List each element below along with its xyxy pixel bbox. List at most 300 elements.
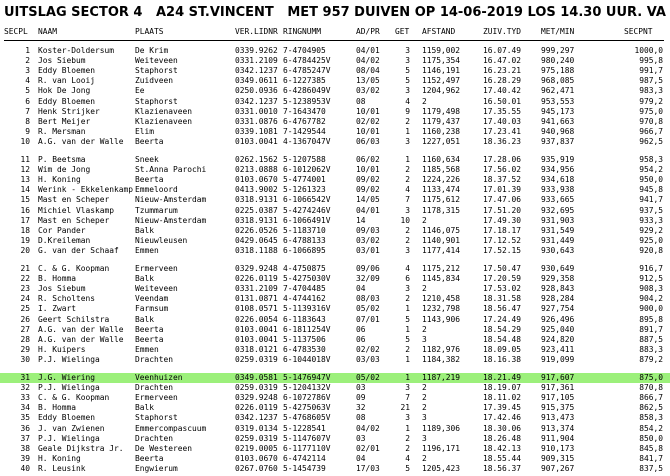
town-cell: Engwierum (135, 463, 178, 473)
arrival-time-cell: 17.53.02 (483, 284, 522, 294)
table-row (0, 97, 670, 107)
count-cell: 5 (405, 66, 410, 76)
place-cell: 35 (20, 413, 30, 423)
speed-cell: 917,105 (541, 393, 575, 403)
count-cell: 2 (405, 165, 410, 175)
town-cell: Weiteveen (135, 284, 178, 294)
distance-cell: 1205,423 (422, 463, 461, 473)
arrival-time-cell: 16.23.21 (483, 66, 522, 76)
arrival-time-cell: 17.28.06 (483, 155, 522, 164)
table-row (0, 107, 670, 117)
distance-cell: 1145,834 (422, 274, 461, 284)
town-cell: Emmercompascuum (135, 423, 207, 433)
town-cell: Drachten (135, 383, 174, 393)
place-cell: 27 (20, 324, 30, 334)
ring-number-cell: 6-4784425V (283, 56, 331, 66)
arrival-time-cell: 17.18.17 (483, 225, 522, 235)
table-row (0, 403, 670, 413)
place-cell: 24 (20, 294, 30, 304)
points-cell: 950,0 (639, 175, 663, 185)
speed-cell: 937,837 (541, 136, 575, 146)
place-cell: 40 (20, 463, 30, 473)
member-number-cell: 0262.1562 (235, 155, 278, 164)
arrival-time-cell: 18.09.05 (483, 344, 522, 354)
entry-cell: 03/03 (356, 354, 380, 364)
speed-cell: 940,968 (541, 126, 575, 136)
points-cell: 966,7 (639, 126, 663, 136)
distance-cell: 1210,458 (422, 294, 461, 304)
town-cell: St.Anna Parochi (135, 165, 207, 175)
column-header: ZUIV.TYD (483, 27, 522, 36)
speed-cell: 926,496 (541, 314, 575, 324)
count-cell: 3 (405, 245, 410, 255)
column-header: SECPL (4, 27, 28, 36)
table-row (0, 195, 670, 205)
ring-number-cell: 7-1429544 (283, 126, 326, 136)
town-cell: Staphorst (135, 413, 178, 423)
member-number-cell: 0342.1237 (235, 413, 278, 423)
table-row (0, 127, 670, 137)
points-cell: 975,0 (639, 106, 663, 116)
speed-cell: 962,471 (541, 86, 575, 96)
ring-number-cell: 6-1072786V (283, 393, 331, 403)
ring-number-cell: 5-1204132V (283, 383, 331, 393)
member-number-cell: 0318.1188 (235, 245, 278, 255)
arrival-time-cell: 18.55.44 (483, 453, 522, 463)
column-header: NAAM (38, 27, 58, 36)
distance-cell: 1187,219 (422, 373, 461, 382)
arrival-time-cell: 18.31.58 (483, 294, 522, 304)
speed-cell: 923,411 (541, 344, 575, 354)
ring-number-cell: 6-4286049V (283, 86, 331, 96)
arrival-time-cell: 17.24.49 (483, 314, 522, 324)
entry-cell: 06/03 (356, 136, 380, 146)
place-cell: 21 (20, 264, 30, 273)
column-header: SECPNT (624, 27, 653, 36)
points-cell: 925,0 (639, 235, 663, 245)
town-cell: Staphorst (135, 66, 178, 76)
points-cell: 904,2 (639, 294, 663, 304)
distance-cell: 1175,212 (422, 264, 461, 273)
table-row (0, 86, 670, 96)
ring-number-cell: 4-1367047V (283, 136, 331, 146)
name-cell: Henk Strijker (38, 106, 100, 116)
distance-cell: 1146,191 (422, 66, 461, 76)
speed-cell: 975,188 (541, 66, 575, 76)
points-cell: 875,0 (639, 373, 663, 382)
points-cell: 862,5 (639, 403, 663, 413)
points-cell: 1000,0 (634, 46, 663, 55)
points-cell: 937,5 (639, 205, 663, 215)
place-cell: 17 (20, 215, 30, 225)
town-cell: Ermerveen (135, 393, 178, 403)
place-cell: 29 (20, 344, 30, 354)
member-number-cell: 0331.2109 (235, 56, 278, 66)
distance-cell: 1178,315 (422, 205, 461, 215)
distance-cell: 2 (422, 383, 427, 393)
ring-number-cell: 6-1066491V (283, 215, 331, 225)
town-cell: Weiteveen (135, 56, 178, 66)
table-row (0, 216, 670, 226)
name-cell: Mast en Scheper (38, 215, 110, 225)
speed-cell: 935,919 (541, 155, 575, 164)
entry-cell: 17/03 (356, 463, 380, 473)
arrival-time-cell: 18.54.29 (483, 324, 522, 334)
member-number-cell: 0342.1237 (235, 66, 278, 76)
column-header: GET (395, 27, 410, 36)
entry-cell: 09/02 (356, 175, 380, 185)
count-cell: 2 (405, 116, 410, 126)
name-cell: Mast en Scheper (38, 195, 110, 205)
table-row (0, 383, 670, 393)
distance-cell: 1152,497 (422, 76, 461, 86)
member-number-cell: 0329.9248 (235, 264, 278, 273)
town-cell: Ermerveen (135, 264, 178, 273)
arrival-time-cell: 17.50.47 (483, 264, 522, 273)
distance-cell: 1175,354 (422, 56, 461, 66)
ring-number-cell: 7-1643470 (283, 106, 326, 116)
town-cell: Nieuw-Amsterdam (135, 215, 207, 225)
distance-cell: 2 (422, 324, 427, 334)
distance-cell: 1177,414 (422, 245, 461, 255)
speed-cell: 917,361 (541, 383, 575, 393)
member-number-cell: 0259.0319 (235, 383, 278, 393)
speed-cell: 925,040 (541, 324, 575, 334)
count-cell: 1 (405, 354, 410, 364)
town-cell: De Krim (135, 46, 169, 55)
name-cell: R. van Looij (38, 76, 96, 86)
table-row (0, 284, 670, 294)
entry-cell: 10/01 (356, 165, 380, 175)
arrival-time-cell: 18.54.48 (483, 334, 522, 344)
count-cell: 5 (405, 76, 410, 86)
table-row (0, 56, 670, 66)
arrival-time-cell: 17.40.03 (483, 116, 522, 126)
town-cell: Beerta (135, 453, 164, 463)
count-cell: 1 (405, 324, 410, 334)
town-cell: Sneek (135, 155, 159, 164)
place-cell: 15 (20, 195, 30, 205)
distance-cell: 1196,171 (422, 443, 461, 453)
distance-cell: 2 (422, 284, 427, 294)
place-cell: 39 (20, 453, 30, 463)
count-cell: 1 (405, 304, 410, 314)
speed-cell: 930,649 (541, 264, 575, 273)
member-number-cell: 0318.9131 (235, 195, 278, 205)
speed-cell: 919,099 (541, 354, 575, 364)
arrival-time-cell: 16.28.29 (483, 76, 522, 86)
table-row (0, 117, 670, 127)
arrival-time-cell: 17.01.39 (483, 185, 522, 195)
points-cell: 850,0 (639, 433, 663, 443)
speed-cell: 928,284 (541, 294, 575, 304)
place-cell: 1 (25, 46, 30, 55)
member-number-cell: 0331.0876 (235, 116, 278, 126)
name-cell: A.G. van der Walle (38, 136, 124, 146)
entry-cell: 05/02 (356, 373, 380, 382)
entry-cell: 13/05 (356, 76, 380, 86)
arrival-time-cell: 18.19.07 (483, 383, 522, 393)
member-number-cell: 0267.0760 (235, 463, 278, 473)
count-cell: 1 (405, 155, 410, 164)
member-number-cell: 0349.0581 (235, 373, 278, 382)
ring-number-cell: 6-1811254V (283, 324, 331, 334)
member-number-cell: 0329.9248 (235, 393, 278, 403)
member-number-cell: 0331.2109 (235, 284, 278, 294)
table-header (0, 27, 670, 37)
points-cell: 900,0 (639, 304, 663, 314)
name-cell: B. Homma (38, 274, 77, 284)
count-cell: 3 (405, 284, 410, 294)
speed-cell: 945,173 (541, 106, 575, 116)
distance-cell: 1184,382 (422, 354, 461, 364)
entry-cell: 03 (356, 383, 366, 393)
member-number-cell: 0103.0670 (235, 175, 278, 185)
town-cell: Balk (135, 314, 155, 324)
town-cell: Emmen (135, 344, 159, 354)
speed-cell: 909,315 (541, 453, 575, 463)
count-cell: 3 (405, 46, 410, 55)
entry-cell: 04/02 (356, 423, 380, 433)
place-cell: 14 (20, 185, 30, 195)
speed-cell: 924,820 (541, 334, 575, 344)
arrival-time-cell: 18.21.49 (483, 373, 522, 382)
name-cell: Hok De Jong (38, 86, 91, 96)
ring-number-cell: 6-1227385 (283, 76, 326, 86)
arrival-time-cell: 17.47.06 (483, 195, 522, 205)
entry-cell: 02/01 (356, 443, 380, 453)
speed-cell: 910,173 (541, 443, 575, 453)
town-cell: Veenhuizen (135, 373, 183, 382)
name-cell: A.G. van der Walle (38, 324, 124, 334)
name-cell: Geert Schilstra (38, 314, 110, 324)
name-cell: Cor Pander (38, 225, 86, 235)
entry-cell: 07/01 (356, 314, 380, 324)
count-cell: 2 (405, 225, 410, 235)
place-cell: 22 (20, 274, 30, 284)
entry-cell: 09/02 (356, 185, 380, 195)
place-cell: 4 (25, 76, 30, 86)
points-cell: 962,5 (639, 136, 663, 146)
table-row (0, 226, 670, 236)
arrival-time-cell: 18.11.02 (483, 393, 522, 403)
place-cell: 26 (20, 314, 30, 324)
points-cell: 912,5 (639, 274, 663, 284)
table-row (0, 335, 670, 345)
town-cell: Zuidveen (135, 76, 174, 86)
count-cell: 21 (400, 403, 410, 413)
distance-cell: 1159,002 (422, 46, 461, 55)
place-cell: 33 (20, 393, 30, 403)
distance-cell: 3 (422, 433, 427, 443)
member-number-cell: 0339.1081 (235, 126, 278, 136)
name-cell: Jos Siebum (38, 56, 86, 66)
ring-number-cell: 6-1012062V (283, 165, 331, 175)
speed-cell: 980,240 (541, 56, 575, 66)
points-cell: 895,8 (639, 314, 663, 324)
arrival-time-cell: 18.36.23 (483, 136, 522, 146)
ring-number-cell: 5-1139316V (283, 304, 331, 314)
table-row (0, 454, 670, 464)
points-cell: 983,3 (639, 86, 663, 96)
points-cell: 887,5 (639, 334, 663, 344)
arrival-time-cell: 18.16.38 (483, 354, 522, 364)
arrival-time-cell: 16.07.49 (483, 46, 522, 55)
table-row (0, 444, 670, 454)
speed-cell: 927,754 (541, 304, 575, 314)
member-number-cell: 0226.0119 (235, 403, 278, 413)
count-cell: 2 (405, 433, 410, 443)
column-header: AD/PR (356, 27, 380, 36)
ring-number-cell: 6-4783530 (283, 344, 326, 354)
town-cell: De Westereen (135, 443, 193, 453)
member-number-cell: 0259.0319 (235, 433, 278, 443)
count-cell: 3 (405, 413, 410, 423)
town-cell: Nieuwleusen (135, 235, 188, 245)
name-cell: Jos Siebum (38, 284, 86, 294)
place-cell: 28 (20, 334, 30, 344)
count-cell: 4 (405, 185, 410, 195)
header-divider (4, 40, 664, 41)
table-row (0, 464, 670, 474)
member-number-cell: 0103.0670 (235, 453, 278, 463)
count-cell: 6 (405, 274, 410, 284)
table-row (0, 413, 670, 423)
town-cell: Farmsum (135, 304, 169, 314)
town-cell: Beerta (135, 334, 164, 344)
ring-number-cell: 7-4704485 (283, 284, 326, 294)
entry-cell: 10/01 (356, 126, 380, 136)
distance-cell: 2 (422, 96, 427, 106)
place-cell: 6 (25, 96, 30, 106)
count-cell: 5 (405, 314, 410, 324)
arrival-time-cell: 16.50.01 (483, 96, 522, 106)
name-cell: Koster-Doldersum (38, 46, 115, 55)
points-cell: 979,2 (639, 96, 663, 106)
count-cell: 2 (405, 344, 410, 354)
member-number-cell: 0339.9262 (235, 46, 278, 55)
name-cell: P. Beetsma (38, 155, 86, 164)
member-number-cell: 0131.0871 (235, 294, 278, 304)
member-number-cell: 0103.0041 (235, 324, 278, 334)
speed-cell: 929,358 (541, 274, 575, 284)
ring-number-cell: 6-4788133 (283, 235, 326, 245)
town-cell: Beerta (135, 324, 164, 334)
town-cell: Beerta (135, 175, 164, 185)
count-cell: 2 (405, 235, 410, 245)
distance-cell: 2 (422, 393, 427, 403)
arrival-time-cell: 18.56.37 (483, 463, 522, 473)
name-cell: Eddy Bloemen (38, 413, 96, 423)
points-cell: 920,8 (639, 245, 663, 255)
name-cell: A.G. van der Walle (38, 334, 124, 344)
name-cell: H. Kuipers (38, 344, 86, 354)
name-cell: P.J. Wielinga (38, 433, 100, 443)
count-cell: 2 (405, 294, 410, 304)
name-cell: C. & G. Koopman (38, 393, 110, 403)
ring-number-cell: 6-1066895 (283, 245, 326, 255)
count-cell: 10 (400, 215, 410, 225)
place-cell: 32 (20, 383, 30, 393)
ring-number-cell: 5-1261323 (283, 185, 326, 195)
distance-cell: 1146,075 (422, 225, 461, 235)
name-cell: R. Leusink (38, 463, 86, 473)
count-cell: 5 (405, 334, 410, 344)
name-cell: Michiel Vlaskamp (38, 205, 115, 215)
table-row (0, 137, 670, 147)
place-cell: 12 (20, 165, 30, 175)
entry-cell: 03/01 (356, 245, 380, 255)
entry-cell: 04/01 (356, 205, 380, 215)
speed-cell: 933,665 (541, 195, 575, 205)
place-cell: 38 (20, 443, 30, 453)
place-cell: 11 (20, 155, 30, 164)
entry-cell: 32 (356, 403, 366, 413)
points-cell: 841,7 (639, 453, 663, 463)
speed-cell: 932,695 (541, 205, 575, 215)
name-cell: R. Scholtens (38, 294, 96, 304)
points-cell: 908,3 (639, 284, 663, 294)
table-row (0, 355, 670, 365)
column-header: RINGNUMM (283, 27, 322, 36)
count-cell: 4 (405, 453, 410, 463)
place-cell: 37 (20, 433, 30, 443)
name-cell: Eddy Bloemen (38, 96, 96, 106)
column-header: MET/MIN (541, 27, 575, 36)
race-info: MET 957 DUIVEN OP 14-06-2019 LOS 14.30 UUR. VA (287, 4, 666, 20)
column-header: VER.LIDNR (235, 27, 278, 36)
town-cell: Beerta (135, 136, 164, 146)
entry-cell: 08/04 (356, 66, 380, 76)
count-cell: 3 (405, 56, 410, 66)
distance-cell: 1160,634 (422, 155, 461, 164)
arrival-time-cell: 17.42.46 (483, 413, 522, 423)
member-number-cell: 0213.0888 (235, 165, 278, 175)
table-row (0, 236, 670, 246)
ring-number-cell: 5-1238953V (283, 96, 331, 106)
column-header: AFSTAND (422, 27, 456, 36)
ring-number-cell: 4-4744162 (283, 294, 326, 304)
member-number-cell: 0226.0119 (235, 274, 278, 284)
entry-cell: 06/02 (356, 155, 380, 164)
speed-cell: 934,956 (541, 165, 575, 175)
speed-cell: 931,903 (541, 215, 575, 225)
town-cell: Veendam (135, 294, 169, 304)
table-row (0, 294, 670, 304)
points-cell: 870,8 (639, 383, 663, 393)
table-row (0, 315, 670, 325)
name-cell: H. Koning (38, 453, 81, 463)
town-cell: Emmen (135, 245, 159, 255)
place-cell: 25 (20, 304, 30, 314)
points-cell: 916,7 (639, 264, 663, 273)
points-cell: 858,3 (639, 413, 663, 423)
town-cell: Drachten (135, 433, 174, 443)
place-cell: 30 (20, 354, 30, 364)
place-cell: 19 (20, 235, 30, 245)
member-number-cell: 0331.0010 (235, 106, 278, 116)
name-cell: Werink - Ekkelenkamp (38, 185, 134, 195)
ring-number-cell: 6-1177110V (283, 443, 331, 453)
town-cell: Emmeloord (135, 185, 178, 195)
points-cell: 879,2 (639, 354, 663, 364)
ring-number-cell: 7-4704905 (283, 46, 326, 55)
arrival-time-cell: 17.23.41 (483, 126, 522, 136)
table-row (0, 155, 670, 165)
name-cell: B. Homma (38, 403, 77, 413)
speed-cell: 931,449 (541, 235, 575, 245)
count-cell: 1 (405, 126, 410, 136)
